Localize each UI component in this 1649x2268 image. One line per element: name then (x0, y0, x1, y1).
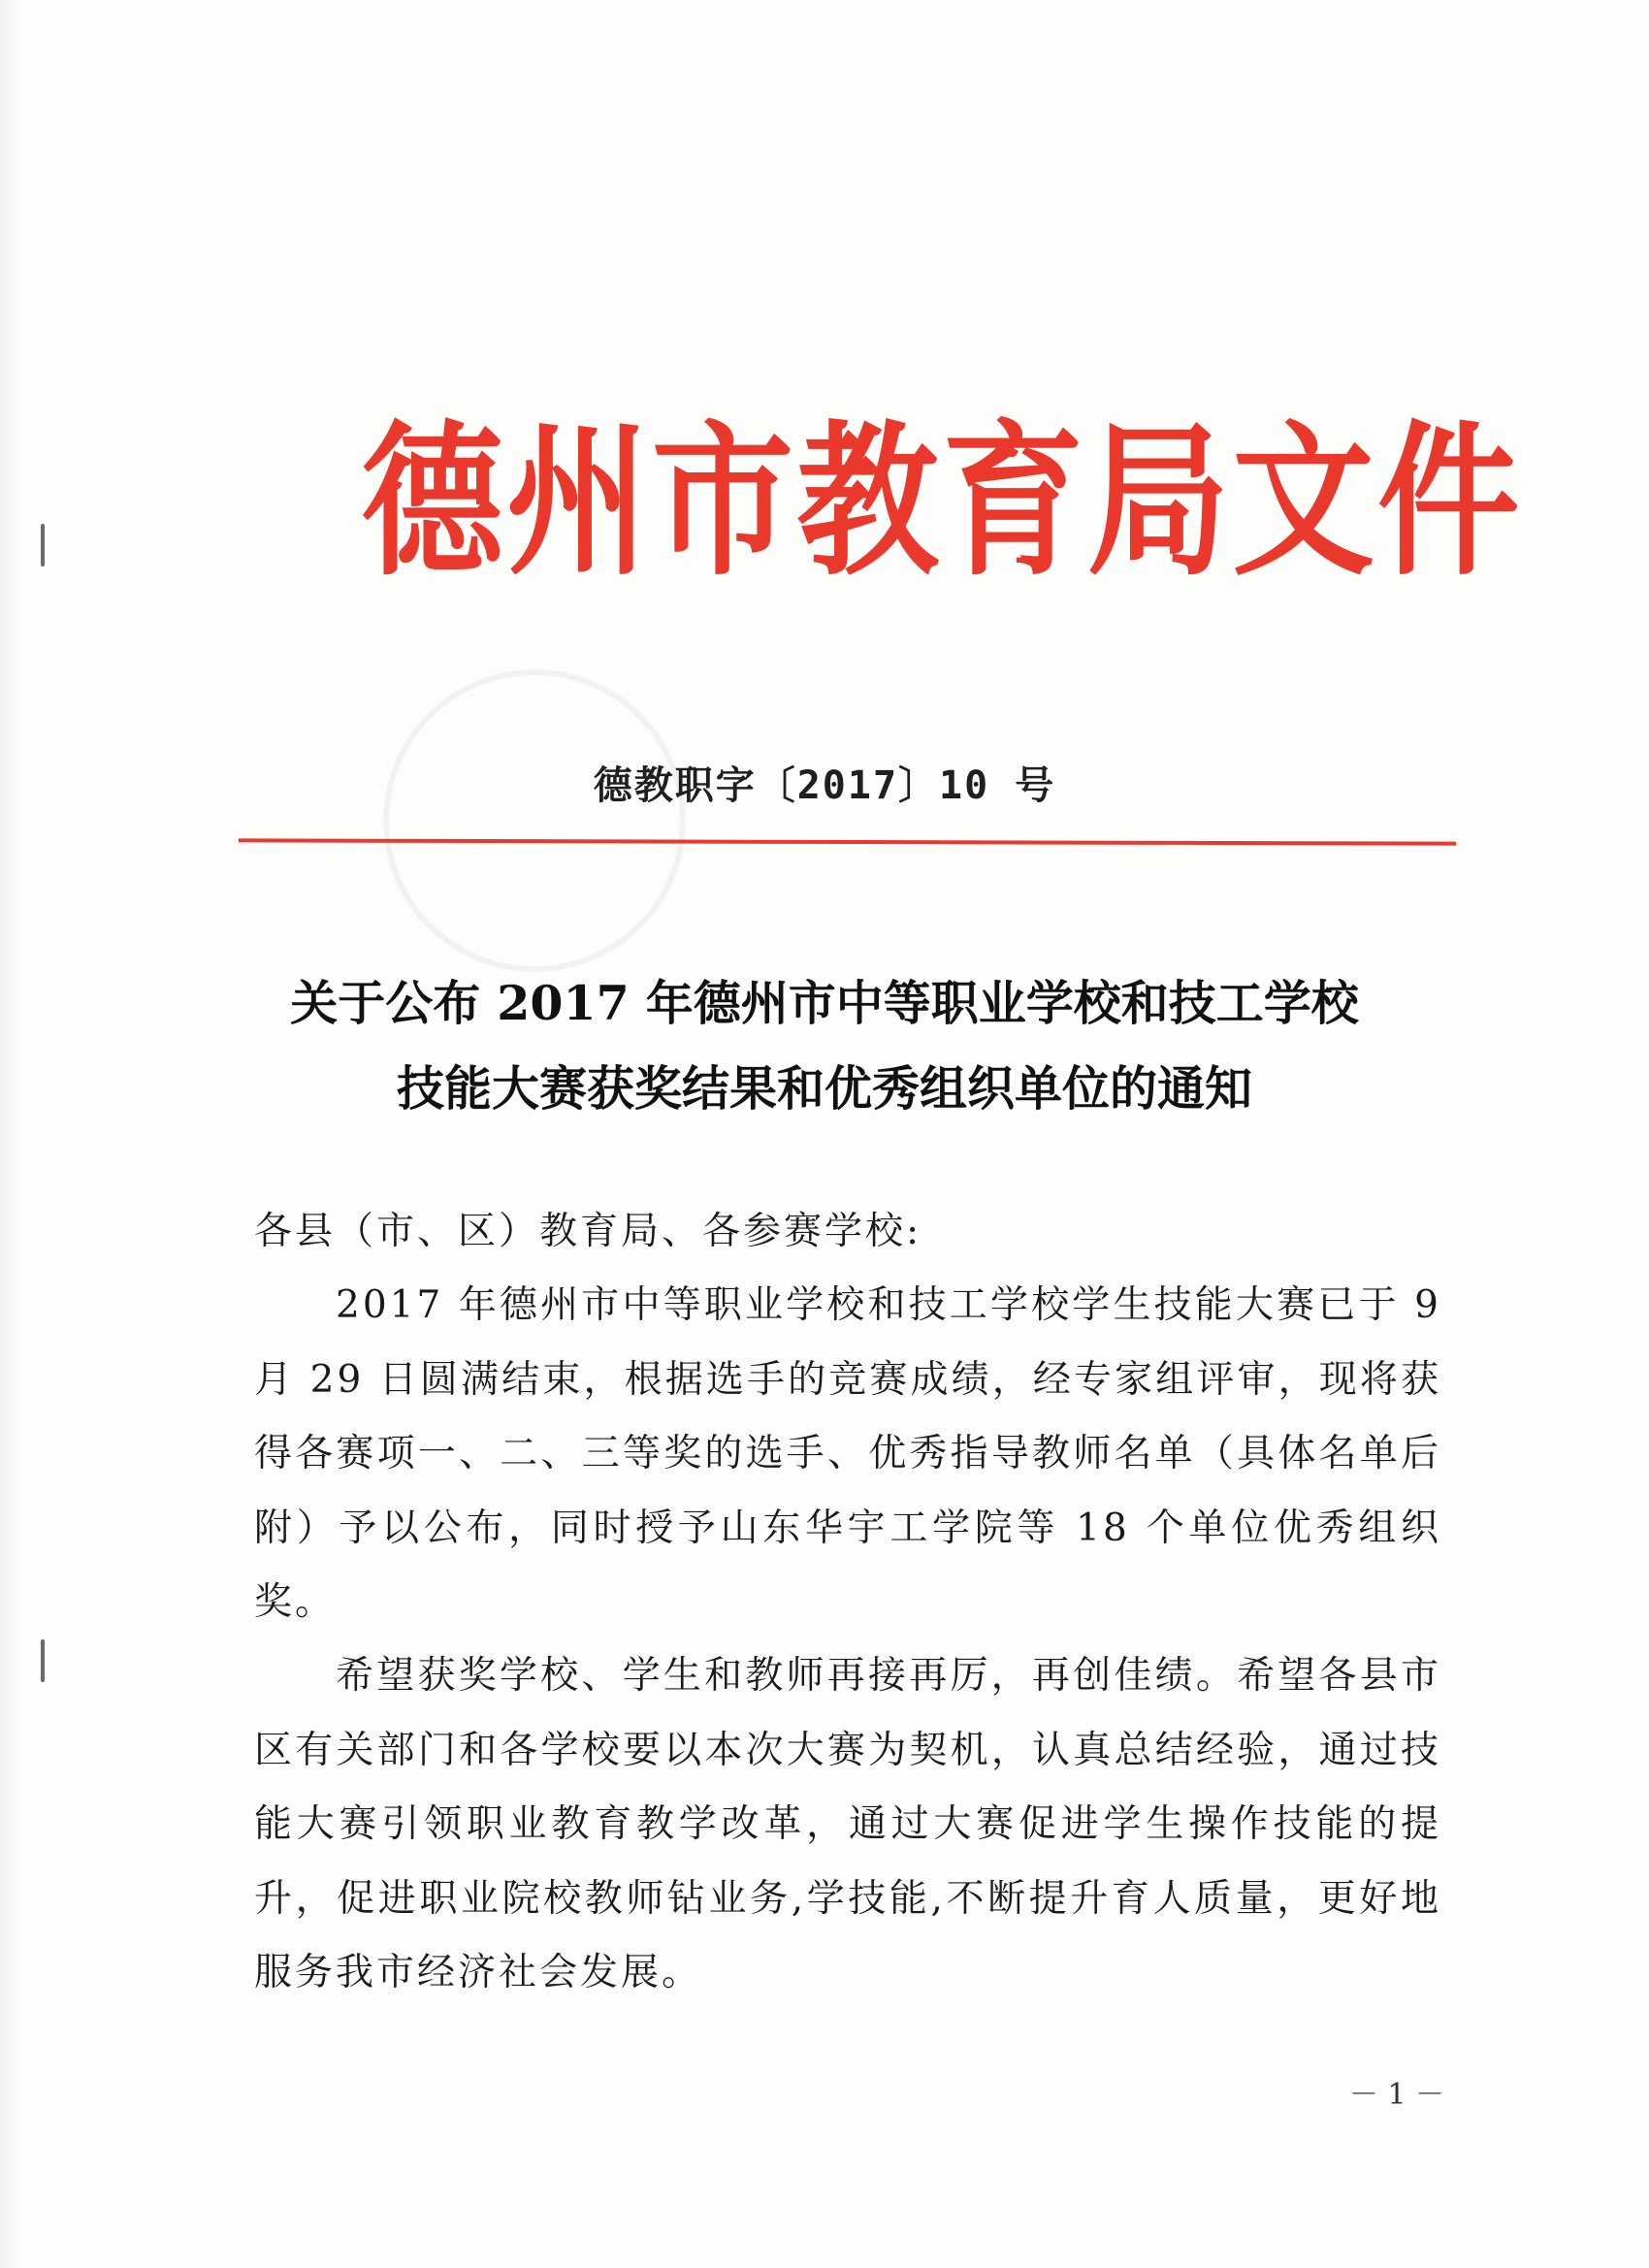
agency-header-title: 德州市教育局文件 (361, 405, 1523, 599)
salutation: 各县（市、区）教育局、各参赛学校: (254, 1210, 922, 1253)
binding-hole-mark (41, 1639, 45, 1682)
notice-title-line-2: 技能大赛获奖结果和优秀组织单位的通知 (396, 1060, 1252, 1117)
binding-hole-mark (41, 524, 45, 567)
body-paragraph-2: 希望获奖学校、学生和教师再接再厉，再创佳绩。希望各县市区有关部门和各学校要以本次大赛为契机，认真总结经验，通过技能大赛引领职业教育教学改革，通过大赛促进学生操作技能的提升，促进职业院校教师钻业务,学技能,不断提升育人质量，更好地服务我市经济社会发展。 (254, 1654, 1441, 1994)
seal-bleed-through (383, 669, 686, 972)
red-divider-line (239, 838, 1456, 845)
body-paragraph-1: 2017 年德州市中等职业学校和技工学校学生技能大赛已于 9 月 29 日圆满结束，根据选手的竞赛成绩，经专家组评审，现将获得各赛项一、二、三等奖的选手、优秀指导教师名单（具体名单后附）予以公布，同时授予山东华宇工学院等 18 个单位优秀组织奖。 (254, 1283, 1441, 1624)
notice-title-line-1: 关于公布 2017 年德州市中等职业学校和技工学校 (290, 975, 1359, 1031)
scan-edge (0, 0, 21, 2268)
notice-title (0, 960, 1649, 1131)
page-number: － 1 － (1348, 2078, 1445, 2112)
document-number: 德教职字〔2017〕10 号 (593, 763, 1056, 808)
